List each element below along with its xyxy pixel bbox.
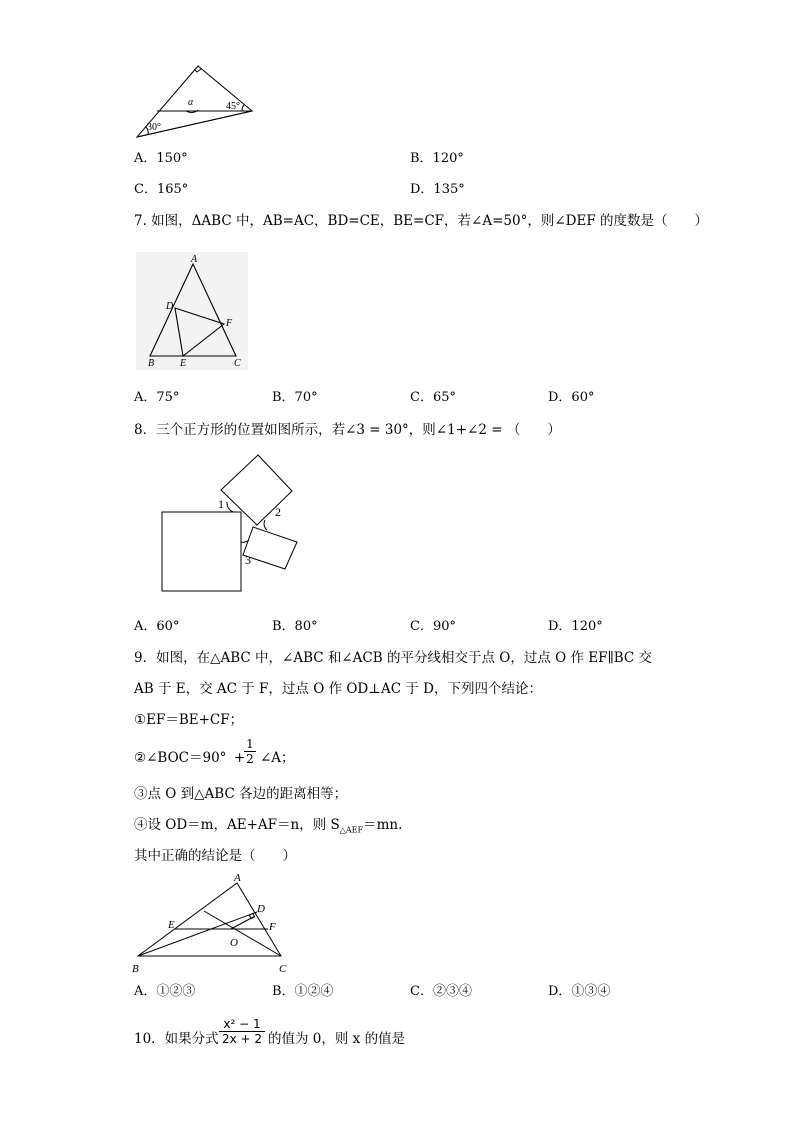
q8-option-a[interactable]: A．60° [134, 619, 180, 634]
q7-label-f: F [226, 318, 233, 329]
q9-conclusion-4 [134, 817, 402, 839]
q7-label-d: D [166, 301, 174, 312]
q7-stem: 7. 如图，ΔABC 中，AB=AC，BD=CE，BE=CF，若∠A=50°，则∠DEF 的度数是（ ） [134, 213, 708, 229]
q8-option-c[interactable]: C．90° [410, 619, 456, 634]
q8-option-d[interactable]: D．120° [548, 619, 603, 634]
q9-option-c[interactable]: C．②③④ [410, 984, 472, 999]
q9-ask: 其中正确的结论是（ ） [134, 848, 296, 864]
q9-conclusion-1: ①EF＝BE+CF； [134, 712, 244, 728]
q9-option-d[interactable]: D．①③④ [548, 984, 611, 999]
q7-label-b: B [148, 358, 155, 369]
q6-option-b[interactable]: B．120° [410, 151, 464, 166]
q9-c4-subscript: △AEF [339, 825, 364, 835]
q7-label-c: C [234, 358, 241, 369]
q6-figure [130, 60, 255, 140]
q7-figure [136, 252, 248, 370]
q9-option-a[interactable]: A．①②③ [134, 984, 196, 999]
q10-prefix: 10．如果分式 [134, 1031, 219, 1047]
q6-option-a[interactable]: A．150° [134, 151, 188, 166]
q7-option-b[interactable]: B．70° [272, 390, 318, 405]
q6-option-c[interactable]: C．165° [134, 182, 189, 197]
q7-option-d[interactable]: D．60° [548, 390, 595, 405]
q6-45-label: 45° [226, 101, 240, 112]
q9-figure [130, 870, 295, 978]
q7-label-e: E [180, 358, 187, 369]
q6-option-d[interactable]: D．135° [410, 182, 465, 197]
q10-fraction [219, 1017, 265, 1046]
q9-label-d: D [257, 903, 265, 915]
q9-label-b: B [132, 963, 139, 975]
q9-conclusion-2-suffix: ∠A； [260, 750, 295, 766]
q9-label-o: O [230, 937, 238, 949]
q9-c4-prefix: ④设 OD＝m，AE+AF＝n，则 S [134, 817, 340, 833]
q9-option-b[interactable]: B．①②④ [272, 984, 334, 999]
q7-label-a: A [191, 254, 198, 265]
q9-conclusion-2-plus: + [234, 750, 246, 766]
q10-suffix: 的值为 0，则 x 的值是 [268, 1031, 406, 1047]
q7-option-a[interactable]: A．75° [134, 390, 180, 405]
q8-label-3: 3 [245, 553, 251, 567]
q6-30-label: 30° [147, 122, 161, 133]
q6-alpha-label: α [188, 97, 194, 108]
q8-stem: 8．三个正方形的位置如图所示，若∠3 = 30°，则∠1+∠2 = （ ） [134, 422, 561, 438]
q9-half-fraction [244, 737, 256, 766]
q8-label-1: 1 [218, 497, 224, 511]
q9-label-a: A [234, 872, 241, 884]
q9-label-f: F [269, 921, 276, 933]
q7-option-c[interactable]: C．65° [410, 390, 456, 405]
q9-label-e: E [168, 919, 175, 931]
q9-half-denominator: 2 [244, 751, 256, 766]
q8-label-2: 2 [275, 505, 281, 519]
q10-denominator: 2x + 2 [219, 1031, 265, 1046]
q9-stem-line2: AB 于 E，交 AC 于 F，过点 O 作 OD⊥AC 于 D，下列四个结论： [134, 681, 542, 697]
q9-stem-line1: 9．如图，在△ABC 中，∠ABC 和∠ACB 的平分线相交于点 O，过点 O 作 EF∥BC 交 [134, 650, 653, 666]
q10-numerator: x² − 1 [223, 1017, 261, 1031]
q8-option-b[interactable]: B．80° [272, 619, 318, 634]
q8-figure [155, 450, 305, 600]
q9-conclusion-2-prefix: ②∠BOC＝90° [134, 750, 227, 766]
q9-half-numerator: 1 [246, 737, 254, 751]
q9-conclusion-3: ③点 O 到△ABC 各边的距离相等； [134, 786, 348, 802]
q9-label-c: C [279, 963, 287, 975]
q9-c4-suffix: ＝mn. [363, 817, 403, 833]
